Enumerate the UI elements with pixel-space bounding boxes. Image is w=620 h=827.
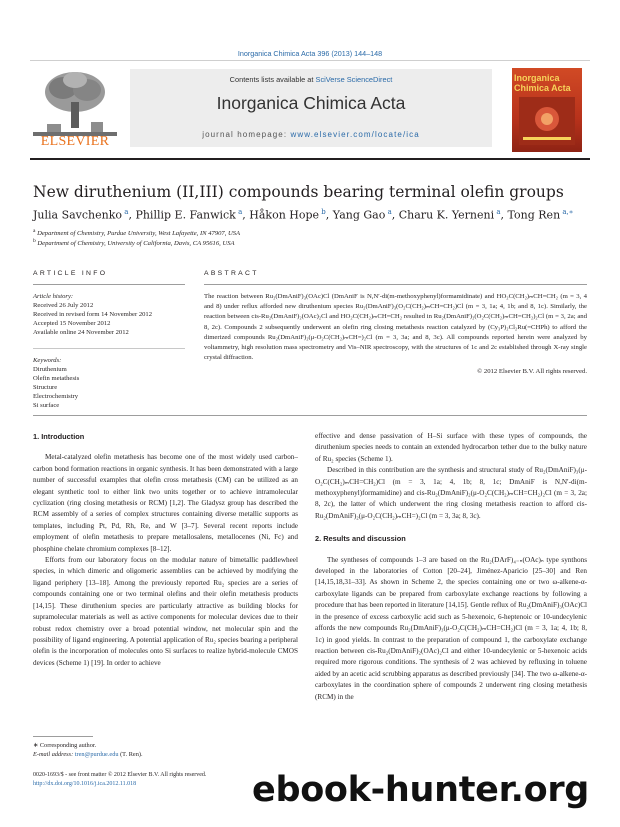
author-affiliation-mark: a bbox=[122, 208, 129, 216]
email-line bbox=[33, 750, 298, 759]
author-name[interactable]: Charu K. Yerneni bbox=[398, 208, 495, 222]
left-column bbox=[33, 431, 298, 669]
introduction-heading: 1. Introduction bbox=[33, 432, 85, 441]
sciencedirect-link[interactable]: SciVerse ScienceDirect bbox=[315, 75, 393, 84]
footnote-rule bbox=[33, 736, 93, 737]
article-info-block bbox=[33, 292, 173, 410]
keyword-item: Olefin metathesis bbox=[33, 375, 80, 382]
email-label: E-mail address: bbox=[33, 751, 75, 758]
doi-link[interactable]: http://dx.doi.org/10.1016/j.ica.2012.11.018 bbox=[33, 780, 137, 787]
header-thick-rule bbox=[30, 158, 590, 160]
copyright-notice: © 2012 Elsevier B.V. All rights reserved. bbox=[477, 368, 587, 376]
author-affiliation-mark: a bbox=[494, 208, 501, 216]
contents-available-line bbox=[130, 75, 492, 84]
affiliation-b-text: Department of Chemistry, University of California, Davis, CA 95616, USA bbox=[37, 240, 235, 248]
cover-artwork bbox=[519, 97, 575, 145]
author-name[interactable]: Phillip E. Fanwick bbox=[135, 208, 236, 222]
history-label: Article history: bbox=[33, 293, 74, 300]
right-paragraph-2: Described in this contribution are the synthesis and structural study of Ru₂(DmAniF)₃(μ-O₂C(CH₂)ₘCH=CH₂)Cl (m = 3, 1a; 4, 1b; 8, 1c; DmAniF is N,N′-di(m-methoxyphenyl)formamidine) and cis-Ru₂(DmAniF)₂(μ-O₂C(CH₂)ₘCH=CH₂)₂Cl (m = 3, 2a; 8, 2c), the latter of which underwent the ring closing metathesis reaction to afford cis-Ru₂(DmAniF)₂(μ-O₂C(CH₂)ₘCH=)₂Cl (m = 3, 3a; 8, 3c). bbox=[315, 466, 587, 520]
results-heading: 2. Results and discussion bbox=[315, 534, 406, 544]
abstract-rule bbox=[204, 284, 587, 285]
corresponding-author-note: ∗ Corresponding author. bbox=[33, 742, 97, 749]
cover-title-line1: Inorganica bbox=[514, 73, 560, 83]
author-list: Julia Savchenko $^a$, Phillip E. Fanwick $^a$, Håkon Hope $^b$, Yang Gao $^a$, Charu K. Yerneni $^a$, Tong Ren $^{a,∗}$ bbox=[33, 208, 574, 222]
author-affiliation-mark: b bbox=[319, 208, 326, 216]
keyword-item: Structure bbox=[33, 384, 58, 391]
journal-title: Inorganica Chimica Acta bbox=[216, 93, 406, 113]
affiliation-b: $^b$ Department of Chemistry, University of California, Davis, CA 95616, USA bbox=[33, 238, 235, 248]
author-name[interactable]: Tong Ren bbox=[507, 208, 561, 222]
online-date: Available online 24 November 2012 bbox=[33, 329, 129, 336]
journal-citation[interactable]: Inorganica Chimica Acta 396 (2013) 144–148 bbox=[237, 49, 383, 58]
keyword-item: Si surface bbox=[33, 402, 60, 409]
abstract-heading: ABSTRACT bbox=[204, 270, 259, 277]
author-affiliation-mark: a bbox=[235, 208, 243, 216]
affiliation-a-text: Department of Chemistry, Purdue University, West Lafayette, IN 47907, USA bbox=[37, 230, 241, 238]
body-top-rule bbox=[33, 415, 587, 416]
elsevier-wordmark: ELSEVIER bbox=[40, 134, 110, 149]
keyword-item: Electrochemistry bbox=[33, 393, 79, 400]
homepage-prefix: journal homepage: bbox=[202, 130, 291, 139]
received-date: Received 26 July 2012 bbox=[33, 302, 94, 309]
article-info-rule bbox=[33, 284, 185, 285]
article-info-heading: ARTICLE INFO bbox=[33, 270, 108, 277]
header-divider bbox=[30, 60, 590, 61]
author-affiliation-mark: a bbox=[385, 208, 392, 216]
contents-prefix: Contents lists available at bbox=[229, 75, 316, 84]
right-column bbox=[315, 431, 587, 703]
email-link[interactable]: tren@purdue.edu bbox=[74, 751, 119, 758]
intro-paragraph-2: Efforts from our laboratory focus on the modular nature of bimetallic paddlewheel species, in which dimeric and oligomeric assemblies can be achieved by modifying the ligand periphery [13–18]. Among the previously reported Ru₂ species are a series of compounds containing one or two terminal olefins and their olefin metathesis products [14,15]. These diruthenium species are particularly attractive as building blocks for supramolecular materials as well as active components for molecular devices due to their robust redox chemistry over a broad potential window, net molecular spin and the possibility of ligand engineering. A potential application of Ru₂ species bearing a peripheral olefin is the incorporation of molecules onto Si surfaces to realize hybrid-molecule CMOS devices (Scheme 1) [19]. In order to achieve bbox=[33, 556, 298, 667]
affiliation-a: $^a$ Department of Chemistry, Purdue University, West Lafayette, IN 47907, USA bbox=[33, 228, 241, 238]
watermark-text: ebook-hunter.org bbox=[252, 770, 590, 810]
article-title: New diruthenium (II,III) compounds bearing terminal olefin groups bbox=[33, 183, 564, 201]
cover-title-line2: Chimica Acta bbox=[514, 82, 571, 93]
accepted-date: Accepted 15 November 2012 bbox=[33, 320, 111, 327]
abstract-text: The reaction between Ru₂(DmAniF)₃(OAc)Cl (DmAniF is N,N′-di(m-methoxyphenyl)formamidinate) and HO₂C(CH₂)ₘCH=CH₂ (m = 3, 4 and 8) under reflux afforded new diruthenium species Ru₂(DmAniF)₃(O₂C(CH₂)ₘCH=CH₂)Cl (m = 3, 1a; 4, 1b; and 8, 1c). Similarly, the reaction between cis-Ru₂(DmAniF)₂(OAc)₂Cl and HO₂C(CH₂)ₘCH=CH₂ resulted in Ru₂(DmAniF)₂(O₂C(CH₂)ₘCH=CH₂)₂Cl (m = 3, 2a; and 8, 2c). Compounds 2 subsequently underwent an olefin ring closing metathesis reaction catalyzed by (Cy₃P)₂Cl₂Ru(=CHPh) to afford the dimerized compounds Ru₂(DmAniF)₂(μ-O₂C(CH₂)ₘCH=)₂Cl (m = 3, 3a; and 8, 3c). All compounds reported herein were analyzed by voltammetry, high resolution mass spectrometry and Vis–NIR spectroscopy, with the structures of 1c and 2c established through X-ray single crystal diffraction. bbox=[204, 293, 587, 362]
homepage-link[interactable]: www.elsevier.com/locate/ica bbox=[290, 130, 420, 139]
author-affiliation-mark: a,∗ bbox=[560, 208, 574, 216]
author-name[interactable]: Julia Savchenko bbox=[33, 208, 123, 222]
intro-paragraph-1: Metal-catalyzed olefin metathesis has become one of the most widely used carbon–carbon bond formation reactions in organic synthesis. It has been demonstrated with a large number of successful examples that olefin cross metathesis (CM) can be utilized as an elegant synthetic tool to either link two units together or to achieve intramolecular cyclization (ring closing metathesis or RCM) [1,2]. The Gladysz group has described the RCM assembly of a series of complex structures containing diverse metallic supports as templates, including Pt, Pd, Rh, Re, and W [3–7]. Several recent reports include employment of olefin metathesis to prepare metallosalens, metallocenes (Ni, Fc) and phosphine chelate chromium complexes [8–12]. bbox=[33, 453, 298, 553]
right-paragraph-3: The syntheses of compounds 1–3 are based on the Ru₂(DArF)₄₋ₙ(OAc)ₙ type synthons developed in the laboratories of Cotton [20–24], Jiménez-Aparicio [25–30] and Ren [14,15,18,31–33]. As shown in Scheme 2, the species containing one or two ω-alkene-α-carboxylate ligands can be prepared from carboxylate exchange reactions by following a procedure that has been reported in literature [14,15]. Gentle reflux of Ru₂(DmAniF)₃(OAc)Cl in the presence of excess carboxylic acid such as 5-hexenoic, 6-heptenoic or 10-undecylenic affords the new compounds Ru₂(DmAniF)₃(μ-O₂C(CH₂)ₘCH=CH₂)Cl (m = 3, 1a; 4, 1b; 8, 1c) in good yields. In contrast to the preparation of compound 1, the carboxylate exchange reaction between cis-Ru₂(DmAniF)₂(OAc)₂Cl and either 10-undecylenic or 5-hexenoic acids required more rigorous conditions. The synthesis of 2 was achieved by refluxing in toluene aided by an acetic acid scrubbing apparatus as described previously [34]. The two ω-alkene-α-carboxylates in the coordination sphere of compounds 2 underwent ring closing metathesis (RCM) in the bbox=[315, 555, 587, 701]
keywords-divider bbox=[33, 348, 185, 350]
right-paragraph-1: effective and dense passivation of H–Si surface with these types of compounds, the diruthenium species needs to contain an extended hydrocarbon tether due to the bulky nature of Ru₂ species (Scheme 1). bbox=[315, 432, 587, 463]
author-name[interactable]: Yang Gao bbox=[332, 208, 386, 222]
issn-line: 0020-1693/$ - see front matter © 2012 Elsevier B.V. All rights reserved. bbox=[33, 772, 207, 778]
author-name[interactable]: Håkon Hope bbox=[249, 208, 320, 222]
footnote-block bbox=[33, 741, 298, 759]
abstract-block bbox=[204, 292, 587, 378]
revised-date: Received in revised form 14 November 2012 bbox=[33, 311, 153, 318]
email-suffix: (T. Ren). bbox=[118, 751, 143, 758]
journal-cover-title bbox=[514, 74, 580, 93]
journal-homepage-line bbox=[130, 130, 492, 139]
keywords-label: Keywords: bbox=[33, 357, 62, 364]
keyword-item: Diruthenium bbox=[33, 366, 67, 373]
